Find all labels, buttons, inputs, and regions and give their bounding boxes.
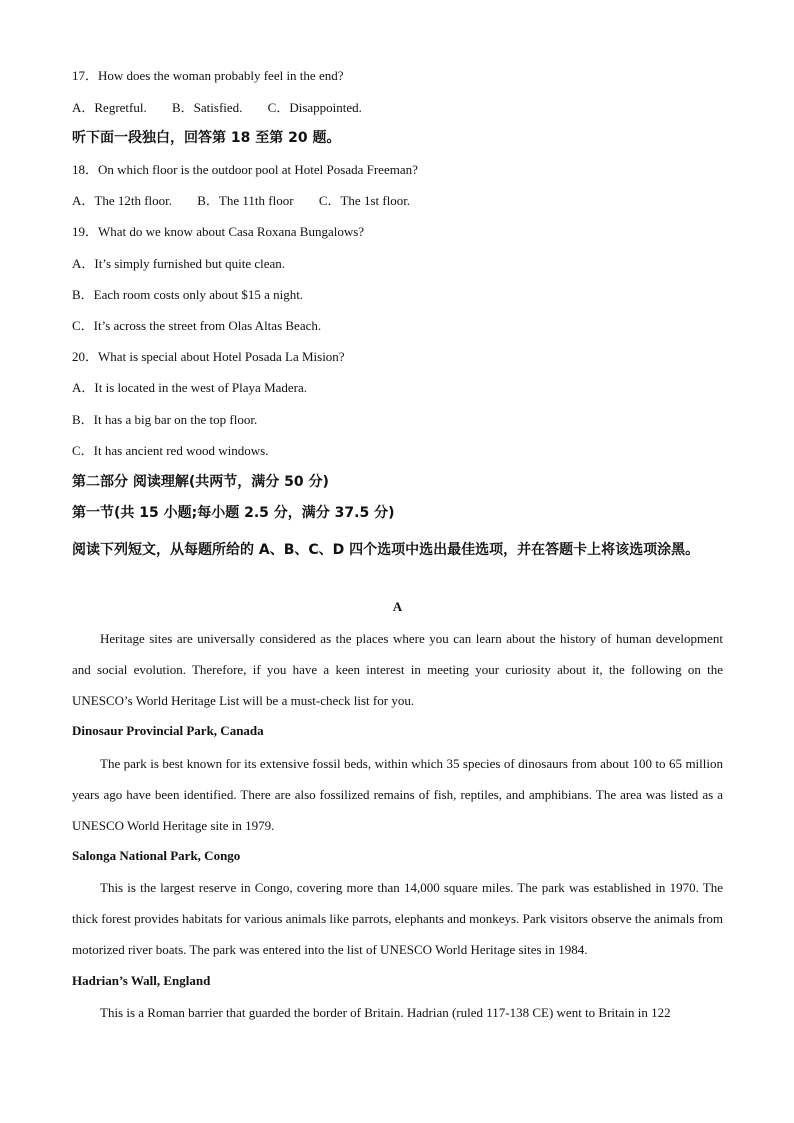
question-20-option-c: C．It has ancient red wood windows. (72, 443, 269, 458)
site-description: The park is best known for its extensive fossil beds, within which 35 species of dinosaurs from about 100 to 65 million years ago have been identified. There are also fossilized remains of fish, reptiles, and amphibians. The area was listed as a UNESCO World Heritage site in 1979. (72, 756, 723, 834)
question-20-stem: 20．What is special about Hotel Posada La Mision? (72, 349, 345, 364)
option-b: B．The 11th floor (197, 193, 294, 208)
question-19-option-a: A．It’s simply furnished but quite clean. (72, 256, 286, 271)
site-description: This is the largest reserve in Congo, covering more than 14,000 square miles. The park was established in 1970. The thick forest provides habitats for various animals like parrots, elephants and monkeys. Park visitors observe the animals from motorized river boats. The park was entered into the list of UNESCO World Heritage sites in 1984. (72, 880, 723, 958)
question-19-option-c: C．It’s across the street from Olas Altas Beach. (72, 318, 322, 333)
question-20-option-b: B．It has a big bar on the top floor. (72, 412, 258, 427)
question-17-stem: 17．How does the woman probably feel in the end? (72, 68, 344, 83)
part2-section1-title: 第一节(共 15 小题;每小题 2.5 分，满分 37.5 分) (72, 505, 395, 521)
part2-title: 第二部分 阅读理解(共两节，满分 50 分) (72, 474, 329, 490)
site-description: This is a Roman barrier that guarded the border of Britain. Hadrian (ruled 117-138 CE) went to Britain in 122 (100, 1005, 671, 1020)
option-c: C．The 1st floor. (318, 193, 411, 208)
question-19-stem: 19．What do we know about Casa Roxana Bungalows? (72, 224, 365, 239)
question-18-stem: 18．On which floor is the outdoor pool at Hotel Posada Freeman? (72, 162, 418, 177)
site-heading: Dinosaur Provincial Park, Canada (72, 723, 264, 738)
option-a: A．The 12th floor. (72, 193, 173, 208)
question-17-options (72, 99, 723, 117)
option-b: B．Satisfied. (171, 100, 243, 115)
question-18-options (72, 192, 723, 210)
part2-instruction: 阅读下列短文，从每题所给的 A、B、C、D 四个选项中选出最佳选项，并在答题卡上将该选项涂黑。 (72, 542, 700, 558)
passage-intro: Heritage sites are universally considered as the places where you can learn about the history of human development and social evolution. Therefore, if you have a keen interest in meeting your curiosity about it, the following on the UNESCO’s World Heritage List will be a must-check list for you. (72, 631, 723, 709)
question-20-option-a: A．It is located in the west of Playa Madera. (72, 380, 308, 395)
option-a: A．Regretful. (72, 100, 147, 115)
site-heading: Salonga National Park, Congo (72, 848, 241, 863)
question-19-option-b: B．Each room costs only about $15 a night. (72, 287, 304, 302)
option-c: C．Disappointed. (267, 100, 362, 115)
site-heading: Hadrian’s Wall, England (72, 973, 211, 988)
passage-label: A (392, 599, 403, 614)
section-instruction: 听下面一段独白，回答第 18 至第 20 题。 (72, 130, 341, 146)
